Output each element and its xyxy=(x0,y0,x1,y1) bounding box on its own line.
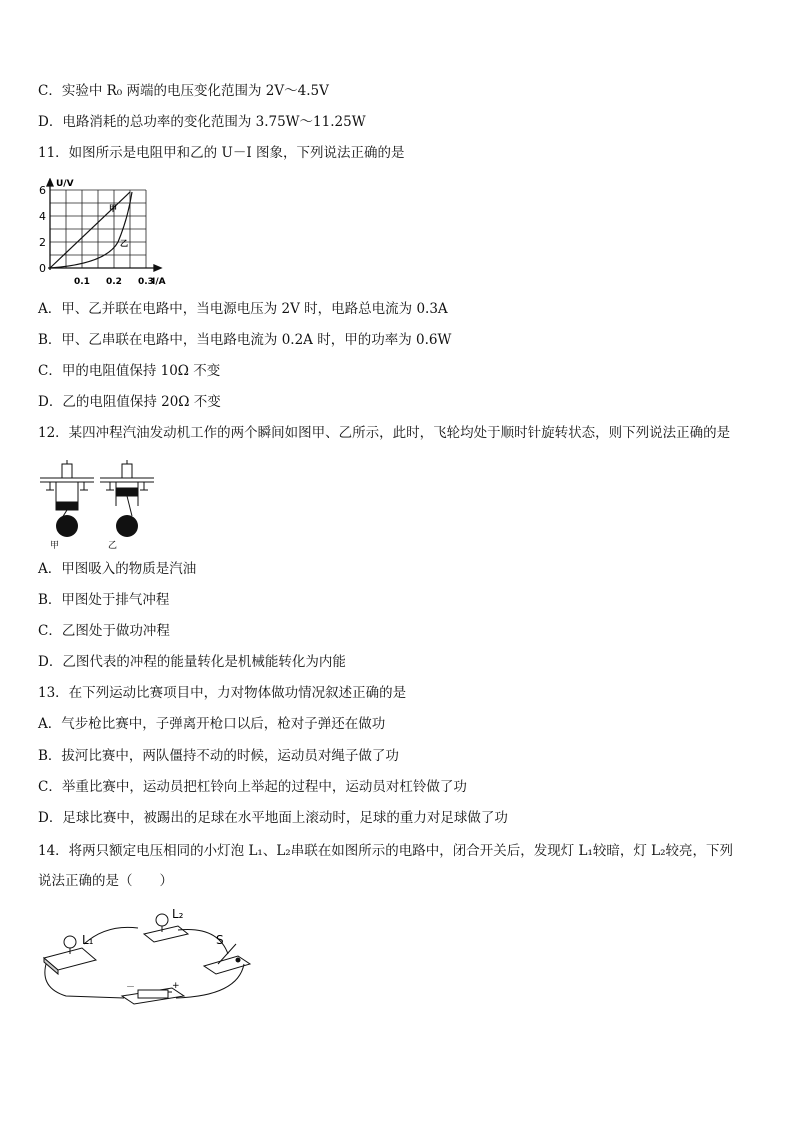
question-line-q13: 13．在下列运动比赛项目中，力对物体做功情况叙述正确的是 xyxy=(38,685,407,701)
graph-x-tick: 0.1 xyxy=(74,277,90,287)
question-line-q11d: D．乙的电阻值保持 20Ω 不变 xyxy=(38,394,221,410)
engine-label-right: 乙 xyxy=(108,541,118,550)
engine-diagram xyxy=(36,458,166,554)
circuit-label-s: S xyxy=(216,933,224,947)
graph-x-label: I/A xyxy=(152,277,166,287)
circuit-label-l1: L₁ xyxy=(82,933,94,947)
question-line-q13b: B．拔河比赛中，两队僵持不动的时候，运动员对绳子做了功 xyxy=(38,748,399,764)
question-line-q12: 12．某四冲程汽油发动机工作的两个瞬间如图甲、乙所示，此时，飞轮均处于顺时针旋转状态，则下列说法正确的是 xyxy=(38,425,731,441)
graph-y-tick: 2 xyxy=(39,236,46,249)
graph-y-tick: 0 xyxy=(39,262,46,275)
graph-y-label: U/V xyxy=(56,179,74,189)
graph-x-tick: 0.3 xyxy=(138,277,154,287)
question-line-q11c: C．甲的电阻值保持 10Ω 不变 xyxy=(38,363,221,379)
engine-label-left: 甲 xyxy=(50,541,60,550)
question-line-q13d: D．足球比赛中，被踢出的足球在水平地面上滚动时，足球的重力对足球做了功 xyxy=(38,810,508,826)
question-line-q11: 11．如图所示是电阻甲和乙的 U－I 图象，下列说法正确的是 xyxy=(38,145,405,161)
circuit-diagram xyxy=(38,904,258,1012)
question-line-q11b: B．甲、乙串联在电路中，当电路电流为 0.2A 时，甲的功率为 0.6W xyxy=(38,332,452,348)
graph-y-tick: 4 xyxy=(39,210,46,223)
question-line-q11a: A．甲、乙并联在电路中，当电源电压为 2V 时，电路总电流为 0.3A xyxy=(38,301,448,317)
graph-x-tick: 0.2 xyxy=(106,277,122,287)
ui-graph xyxy=(36,178,176,294)
question-line-q10c: C．实验中 R₀ 两端的电压变化范围为 2V～4.5V xyxy=(38,83,329,99)
question-line-q13c: C．举重比赛中，运动员把杠铃向上举起的过程中，运动员对杠铃做了功 xyxy=(38,779,467,795)
question-line-q12d: D．乙图代表的冲程的能量转化是机械能转化为内能 xyxy=(38,654,346,670)
graph-y-tick: 6 xyxy=(39,184,46,197)
question-line-q12a: A．甲图吸入的物质是汽油 xyxy=(38,561,197,577)
question-line-q14b: 说法正确的是（ ） xyxy=(38,873,173,889)
circuit-label-minus: － xyxy=(126,983,136,993)
question-line-q10d: D．电路消耗的总功率的变化范围为 3.75W～11.25W xyxy=(38,114,366,130)
graph-curve-yi: 乙 xyxy=(120,239,128,248)
question-line-q12c: C．乙图处于做功冲程 xyxy=(38,623,170,639)
question-line-q14: 14．将两只额定电压相同的小灯泡 L₁、L₂串联在如图所示的电路中，闭合开关后，发现灯 L₁较暗，灯 L₂较亮，下列 xyxy=(38,843,734,859)
circuit-label-l2: L₂ xyxy=(172,907,184,921)
circuit-label-plus: + xyxy=(172,981,180,991)
question-line-q12b: B．甲图处于排气冲程 xyxy=(38,592,170,608)
graph-curve-jia: 甲 xyxy=(109,204,117,213)
question-line-q13a: A．气步枪比赛中，子弹离开枪口以后，枪对子弹还在做功 xyxy=(38,716,386,732)
